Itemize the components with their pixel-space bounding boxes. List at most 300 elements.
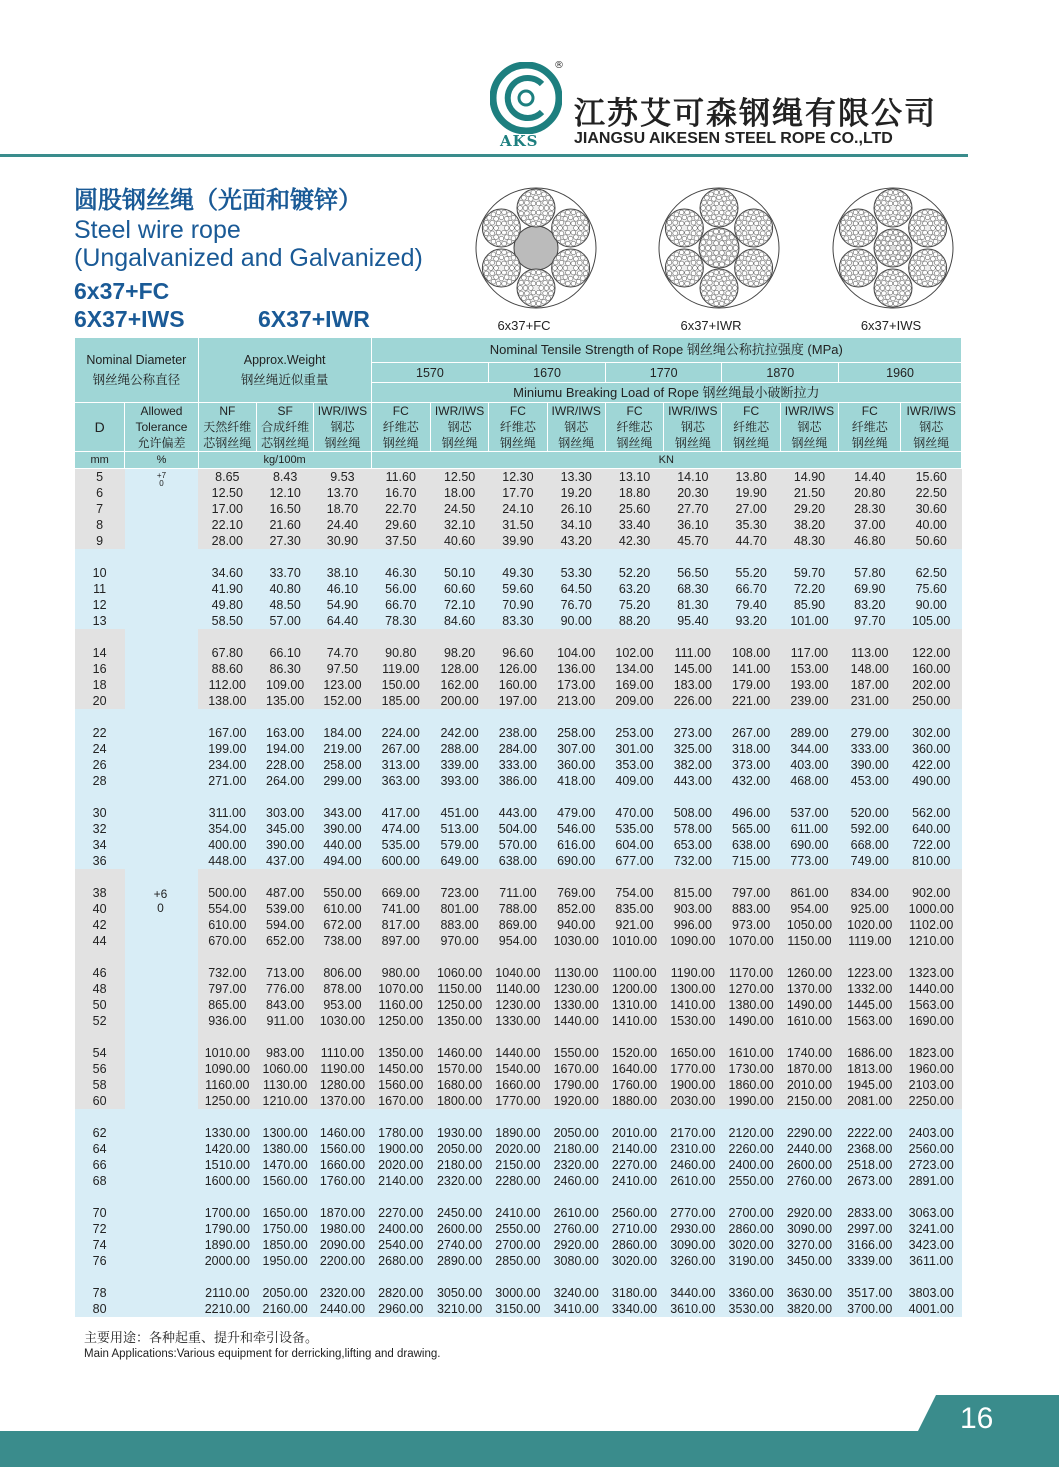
spacer-cell [430,1029,488,1045]
spacer-cell [430,789,488,805]
value-cell: 1670.00 [371,1093,430,1109]
value-cell: 1870.00 [780,1061,838,1077]
header-nominal-en: Nominal Diameter [86,353,187,367]
value-cell: 43.20 [547,533,605,549]
value-cell: 2103.00 [901,1077,962,1093]
value-cell: 97.50 [314,661,371,677]
value-cell: 1490.00 [722,1013,780,1029]
value-cell: 14.10 [664,469,722,486]
value-cell: 1930.00 [430,1125,488,1141]
value-cell: 1000.00 [901,901,962,917]
spacer-cell [605,1189,663,1205]
value-cell: 2610.00 [664,1173,722,1189]
value-cell: 1950.00 [256,1253,313,1269]
value-cell: 1160.00 [198,1077,256,1093]
value-cell: 24.50 [430,501,488,517]
value-cell: 2440.00 [314,1301,371,1317]
value-cell: 1560.00 [314,1141,371,1157]
value-cell: 202.00 [901,677,962,693]
value-cell: 3530.00 [722,1301,780,1317]
spacer-cell [75,549,125,565]
value-cell: 26.10 [547,501,605,517]
value-cell: 1790.00 [198,1221,256,1237]
diameter-cell: 32 [75,821,125,837]
value-cell: 46.10 [314,581,371,597]
value-cell: 2860.00 [605,1237,663,1253]
value-cell: 738.00 [314,933,371,949]
value-cell: 1030.00 [314,1013,371,1029]
value-cell: 72.20 [780,581,838,597]
value-cell: 288.00 [430,741,488,757]
grade-1870: 1870 [722,363,839,383]
diameter-cell: 66 [75,1157,125,1173]
value-cell: 869.00 [489,917,547,933]
value-cell: 289.00 [780,725,838,741]
spacer-cell [901,949,962,965]
value-cell: 490.00 [901,773,962,789]
spacer-cell [371,869,430,885]
value-cell: 221.00 [722,693,780,709]
table-row [75,1221,962,1237]
value-cell: 1102.00 [901,917,962,933]
spacer-cell [722,709,780,725]
value-cell: 90.80 [371,645,430,661]
value-cell: 50.60 [901,533,962,549]
table-row [75,661,962,677]
value-cell: 360.00 [547,757,605,773]
group-spacer [75,949,962,965]
diameter-cell: 68 [75,1173,125,1189]
spacer-cell [780,549,838,565]
value-cell: 184.00 [314,725,371,741]
value-cell: 119.00 [371,661,430,677]
table-row [75,1045,962,1061]
col-header-iwr-1960: IWR/IWS 钢芯 钢丝绳 [901,403,962,452]
value-cell: 1190.00 [664,965,722,981]
spacer-cell [901,1189,962,1205]
value-cell: 2850.00 [489,1253,547,1269]
diameter-cell: 74 [75,1237,125,1253]
value-cell: 611.00 [780,821,838,837]
value-cell: 610.00 [314,901,371,917]
value-cell: 1980.00 [314,1221,371,1237]
value-cell: 8.43 [256,469,313,486]
value-cell: 81.30 [664,597,722,613]
spacer-cell [371,1109,430,1125]
value-cell: 2960.00 [371,1301,430,1317]
table-row [75,1125,962,1141]
value-cell: 21.60 [256,517,313,533]
spacer-cell [547,1269,605,1285]
value-cell: 3090.00 [780,1221,838,1237]
spacer-cell [839,1189,901,1205]
spacer-cell [371,629,430,645]
spacer-cell [430,869,488,885]
spacer-cell [664,789,722,805]
value-cell: 209.00 [605,693,663,709]
rope-cross-section-fc-icon [472,184,600,312]
value-cell: 1223.00 [839,965,901,981]
value-cell: 1230.00 [547,981,605,997]
spacer-cell [430,629,488,645]
header-breaking-load: Miniumu Breaking Load of Rope 钢丝绳最小破断拉力 [371,383,961,403]
spacer-cell [256,1029,313,1045]
col-header-iwr-1870: IWR/IWS 钢芯 钢丝绳 [780,403,838,452]
table-row [75,1061,962,1077]
value-cell: 1650.00 [256,1205,313,1221]
value-cell: 173.00 [547,677,605,693]
value-cell: 145.00 [664,661,722,677]
table-row [75,581,962,597]
caption-iwr: 6x37+IWR [680,318,742,333]
product-title-en-line1: Steel wire rope [74,216,241,244]
col-header-iwr-1670: IWR/IWS 钢芯 钢丝绳 [547,403,605,452]
model-6x37-iwr: 6X37+IWR [258,306,370,332]
spacer-cell [371,949,430,965]
table-row [75,885,962,901]
spacer-cell [75,709,125,725]
spacer-cell [780,1269,838,1285]
value-cell: 302.00 [901,725,962,741]
tolerance-plus-7: +7 [156,471,167,480]
spacer-cell [371,709,430,725]
value-cell: 19.90 [722,485,780,501]
value-cell: 13.10 [605,469,663,486]
value-cell: 48.30 [780,533,838,549]
value-cell: 4001.00 [901,1301,962,1317]
value-cell: 878.00 [314,981,371,997]
value-cell: 437.00 [256,853,313,869]
spacer-cell [198,1029,256,1045]
value-cell: 2860.00 [722,1221,780,1237]
value-cell: 25.60 [605,501,663,517]
value-cell: 3440.00 [664,1285,722,1301]
value-cell: 2997.00 [839,1221,901,1237]
value-cell: 95.40 [664,613,722,629]
value-cell: 258.00 [314,757,371,773]
value-cell: 417.00 [371,805,430,821]
spacer-cell [314,629,371,645]
group-spacer [75,629,962,645]
value-cell: 56.50 [664,565,722,581]
spacer-cell [489,789,547,805]
value-cell: 167.00 [198,725,256,741]
spacer-cell [901,789,962,805]
value-cell: 3340.00 [605,1301,663,1317]
value-cell: 1770.00 [489,1093,547,1109]
value-cell: 690.00 [780,837,838,853]
diameter-cell: 9 [75,533,125,549]
value-cell: 403.00 [780,757,838,773]
value-cell: 1170.00 [722,965,780,981]
value-cell: 353.00 [605,757,663,773]
value-cell: 970.00 [430,933,488,949]
col-header-fc-1570: FC 纤维芯 钢丝绳 [371,403,430,452]
value-cell: 3339.00 [839,1253,901,1269]
value-cell: 1160.00 [371,997,430,1013]
spacer-cell [901,549,962,565]
value-cell: 12.50 [430,469,488,486]
col-header-tolerance: Allowed Tolerance 允许偏差 [125,403,198,452]
value-cell: 1560.00 [256,1173,313,1189]
spacer-cell [430,1189,488,1205]
diameter-cell: 64 [75,1141,125,1157]
spacer-cell [547,789,605,805]
value-cell: 1110.00 [314,1045,371,1061]
spacer-cell [75,789,125,805]
value-cell: 2210.00 [198,1301,256,1317]
value-cell: 48.50 [256,597,313,613]
value-cell: 1610.00 [780,1013,838,1029]
footer-band [0,1431,1059,1467]
value-cell: 494.00 [314,853,371,869]
diameter-cell: 80 [75,1301,125,1317]
value-cell: 2368.00 [839,1141,901,1157]
table-row [75,565,962,581]
table-row [75,901,962,917]
unit-kg-per-100m: kg/100m [198,452,371,469]
table-row [75,1301,962,1317]
value-cell: 1090.00 [664,933,722,949]
diameter-cell: 56 [75,1061,125,1077]
value-cell: 1600.00 [198,1173,256,1189]
value-cell: 29.20 [780,501,838,517]
col-header-fc-1770: FC 纤维芯 钢丝绳 [605,403,663,452]
value-cell: 3517.00 [839,1285,901,1301]
spacer-cell [489,869,547,885]
value-cell: 2020.00 [371,1157,430,1173]
value-cell: 2270.00 [605,1157,663,1173]
spacer-cell [198,1189,256,1205]
value-cell: 1370.00 [314,1093,371,1109]
value-cell: 801.00 [430,901,488,917]
spacer-cell [780,949,838,965]
value-cell: 333.00 [489,757,547,773]
spacer-cell [75,949,125,965]
value-cell: 592.00 [839,821,901,837]
value-cell: 723.00 [430,885,488,901]
value-cell: 921.00 [605,917,663,933]
col-header-sf: SF 合成纤维 芯钢丝绳 [256,403,313,452]
value-cell: 554.00 [198,901,256,917]
spacer-cell [839,1269,901,1285]
value-cell: 22.50 [901,485,962,501]
spacer-cell [314,709,371,725]
header-weight-cn: 钢丝绳近似重量 [240,373,329,387]
value-cell: 1420.00 [198,1141,256,1157]
diameter-cell: 12 [75,597,125,613]
value-cell: 2250.00 [901,1093,962,1109]
value-cell: 672.00 [314,917,371,933]
diameter-cell: 52 [75,1013,125,1029]
value-cell: 2560.00 [901,1141,962,1157]
value-cell: 1440.00 [547,1013,605,1029]
value-cell: 1880.00 [605,1093,663,1109]
value-cell: 835.00 [605,901,663,917]
value-cell: 3270.00 [780,1237,838,1253]
value-cell: 996.00 [664,917,722,933]
value-cell: 925.00 [839,901,901,917]
diameter-cell: 70 [75,1205,125,1221]
value-cell: 72.10 [430,597,488,613]
value-cell: 57.00 [256,613,313,629]
diameter-cell: 8 [75,517,125,533]
value-cell: 741.00 [371,901,430,917]
value-cell: 2760.00 [780,1173,838,1189]
value-cell: 1760.00 [314,1173,371,1189]
value-cell: 13.70 [314,485,371,501]
col-header-fc-1670: FC 纤维芯 钢丝绳 [489,403,547,452]
value-cell: 1823.00 [901,1045,962,1061]
value-cell: 616.00 [547,837,605,853]
value-cell: 2030.00 [664,1093,722,1109]
spacer-cell [901,709,962,725]
spacer-cell [722,869,780,885]
diameter-cell: 48 [75,981,125,997]
value-cell: 1250.00 [430,997,488,1013]
value-cell: 1210.00 [901,933,962,949]
value-cell: 3820.00 [780,1301,838,1317]
value-cell: 565.00 [722,821,780,837]
value-cell: 711.00 [489,885,547,901]
spacer-cell [371,789,430,805]
value-cell: 160.00 [489,677,547,693]
value-cell: 194.00 [256,741,313,757]
value-cell: 2320.00 [547,1157,605,1173]
value-cell: 2740.00 [430,1237,488,1253]
value-cell: 311.00 [198,805,256,821]
caption-fc: 6x37+FC [497,318,551,333]
value-cell: 169.00 [605,677,663,693]
value-cell: 1890.00 [489,1125,547,1141]
spacer-cell [547,1029,605,1045]
value-cell: 604.00 [605,837,663,853]
table-row [75,997,962,1013]
value-cell: 1990.00 [722,1093,780,1109]
value-cell: 1250.00 [198,1093,256,1109]
table-row [75,821,962,837]
value-cell: 93.20 [722,613,780,629]
rope-cross-section-iwr-icon [655,184,783,312]
value-cell: 70.90 [489,597,547,613]
spacer-cell [75,1189,125,1205]
value-cell: 409.00 [605,773,663,789]
value-cell: 40.60 [430,533,488,549]
usage-note-en: Main Applications:Various equipment for derricking,lifting and drawing. [84,1348,441,1360]
value-cell: 49.80 [198,597,256,613]
col-header-d: D [75,403,125,452]
value-cell: 861.00 [780,885,838,901]
table-row [75,757,962,773]
value-cell: 903.00 [664,901,722,917]
value-cell: 1040.00 [489,965,547,981]
value-cell: 2760.00 [547,1221,605,1237]
value-cell: 3150.00 [489,1301,547,1317]
table-row [75,1157,962,1173]
value-cell: 2000.00 [198,1253,256,1269]
unit-percent: % [125,452,198,469]
spacer-cell [839,949,901,965]
spacer-cell [664,1029,722,1045]
value-cell: 224.00 [371,725,430,741]
value-cell: 2710.00 [605,1221,663,1237]
value-cell: 902.00 [901,885,962,901]
rope-cross-section-iws-icon [829,184,957,312]
value-cell: 152.00 [314,693,371,709]
spacer-cell [547,949,605,965]
spacer-cell [780,869,838,885]
value-cell: 1350.00 [430,1013,488,1029]
value-cell: 299.00 [314,773,371,789]
value-cell: 3000.00 [489,1285,547,1301]
value-cell: 535.00 [605,821,663,837]
value-cell: 2700.00 [722,1205,780,1221]
value-cell: 1410.00 [605,1013,663,1029]
spacer-cell [839,1109,901,1125]
value-cell: 32.10 [430,517,488,533]
table-row [75,917,962,933]
diameter-cell: 72 [75,1221,125,1237]
value-cell: 333.00 [839,741,901,757]
diameter-cell: 76 [75,1253,125,1269]
diameter-cell: 38 [75,885,125,901]
value-cell: 59.70 [780,565,838,581]
spacer-cell [489,709,547,725]
product-title-cn: 圆股钢丝绳（光面和镀锌） [74,186,362,214]
value-cell: 1470.00 [256,1157,313,1173]
value-cell: 579.00 [430,837,488,853]
value-cell: 640.00 [901,821,962,837]
value-cell: 187.00 [839,677,901,693]
value-cell: 2600.00 [780,1157,838,1173]
value-cell: 2700.00 [489,1237,547,1253]
table-row [75,741,962,757]
value-cell: 1700.00 [198,1205,256,1221]
value-cell: 179.00 [722,677,780,693]
value-cell: 3241.00 [901,1221,962,1237]
value-cell: 2090.00 [314,1237,371,1253]
value-cell: 150.00 [371,677,430,693]
group-spacer [75,1269,962,1285]
value-cell: 66.70 [371,597,430,613]
value-cell: 3630.00 [780,1285,838,1301]
value-cell: 2518.00 [839,1157,901,1173]
value-cell: 2460.00 [547,1173,605,1189]
spacer-cell [780,709,838,725]
value-cell: 11.60 [371,469,430,486]
value-cell: 200.00 [430,693,488,709]
value-cell: 1563.00 [839,1013,901,1029]
value-cell: 2180.00 [430,1157,488,1173]
value-cell: 2560.00 [605,1205,663,1221]
value-cell: 117.00 [780,645,838,661]
spacer-cell [664,1269,722,1285]
page-number: 16 [960,1402,994,1435]
value-cell: 865.00 [198,997,256,1013]
value-cell: 386.00 [489,773,547,789]
value-cell: 135.00 [256,693,313,709]
spacer-cell [664,549,722,565]
value-cell: 1960.00 [901,1061,962,1077]
value-cell: 24.40 [314,517,371,533]
spacer-cell [547,549,605,565]
value-cell: 90.00 [547,613,605,629]
group-spacer [75,709,962,725]
value-cell: 500.00 [198,885,256,901]
value-cell: 390.00 [256,837,313,853]
spacer-cell [780,629,838,645]
value-cell: 3020.00 [605,1253,663,1269]
